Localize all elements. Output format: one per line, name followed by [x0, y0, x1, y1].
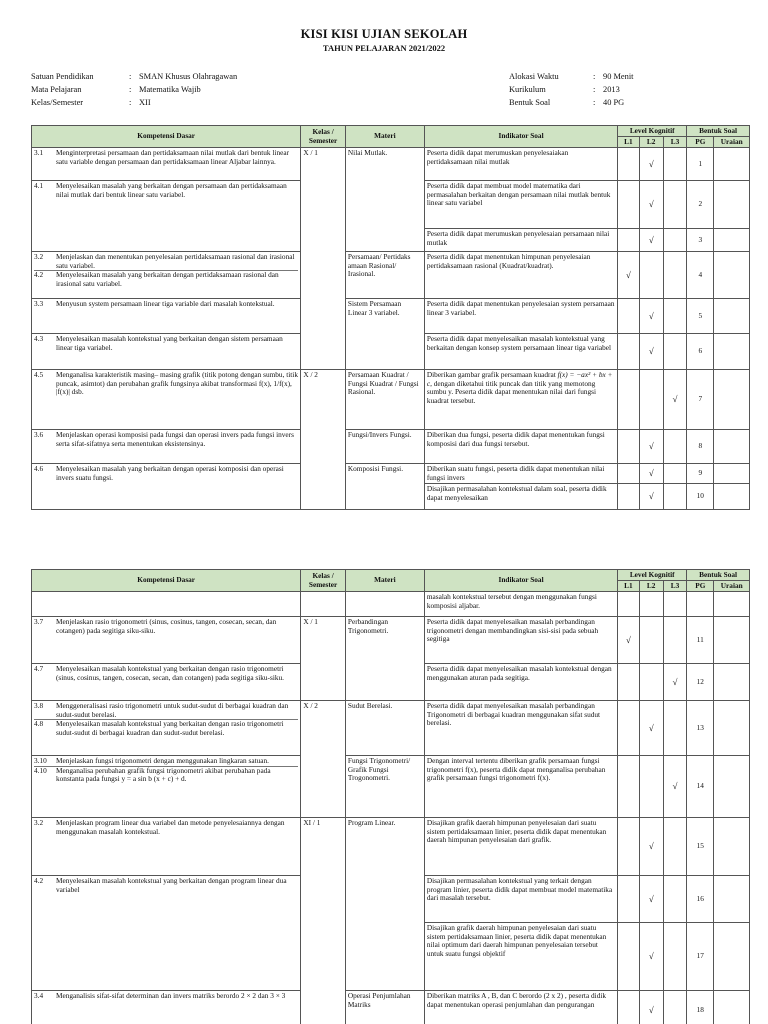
l1-cell [618, 229, 639, 252]
uraian-cell [714, 229, 750, 252]
kd-cell [32, 664, 301, 701]
question-number: 12 [687, 664, 714, 701]
indikator-cell: Disajikan grafik daerah himpunan penyelesaian dari suatu sistem pertidaksamaan linier, peserta didik dapat menentukan nilai optimum dari daerah himpunan penyelesaian tersebut untuk suatu fungsi objektif [424, 923, 617, 991]
kd-number: 3.2 [34, 818, 44, 827]
l2-check: √ [639, 148, 663, 181]
info-row [31, 70, 361, 83]
indikator-cell: Peserta didik dapat menentukan himpunan penyelesaian pertidaksamaan rasional (Kuadrat/kuadrat). [424, 252, 617, 299]
l3-cell [663, 334, 686, 370]
l2-check: √ [639, 229, 663, 252]
indikator-cell: Peserta didik dapat merumuskan penyelesaian persamaan nilai mutlak [424, 229, 617, 252]
header-pg: PG [687, 137, 714, 148]
question-number: 16 [687, 876, 714, 923]
l1-cell [618, 148, 639, 181]
indikator-cell [424, 370, 617, 430]
kd-text: Menyelesaikan masalah yang berkaitan dengan operasi komposisi dan operasi invers suatu fungsi. [56, 464, 284, 482]
header-kelas-semester: Kelas / Semester [301, 126, 346, 148]
l2-check: √ [639, 876, 663, 923]
kd-number: 3.8 [34, 701, 44, 710]
l2-check: √ [639, 484, 663, 510]
indikator-cell: Peserta didik dapat menyelesaikan masalah perbandingan trigonometri dengan membandingkan sisi-sisi pada sebuah segitiga [424, 617, 617, 664]
indikator-text: , dengan diketahui titik puncak dan titik yang memotong sumbu y. Peserta didik dapat menentukan nilai dari fungsi kuadrat tersebut. [426, 378, 597, 405]
indikator-text: Diberikan gambar grafik persamaan kuadrat [426, 370, 556, 379]
materi-cell: Perbandingan Trigonometri. [345, 617, 424, 701]
quadratic-formula: f(x) = −ax² + bx + c [426, 370, 613, 388]
kd-text: Menganalisis sifat-sifat determinan dan invers matriks berordo 2 × 2 dan 3 × 3 [56, 991, 286, 1000]
materi-cell: Persamaan/ Pertidaks amaan Rasional/ Irasional. [345, 252, 424, 299]
kd-cell [32, 592, 301, 617]
kd-text: Menjelaskan dan menentukan penyelesaian pertidaksamaan rasional dan irasional satu variabel. [56, 252, 295, 270]
header-indikator-soal: Indikator Soal [424, 570, 617, 592]
materi-cell: Operasi Penjumlahan Matriks [345, 991, 424, 1024]
l3-check: √ [663, 756, 686, 818]
info-right-block [509, 70, 709, 109]
uraian-cell [714, 664, 750, 701]
l3-cell [663, 464, 686, 484]
info-label: Bentuk Soal [509, 98, 551, 107]
question-number: 2 [687, 181, 714, 229]
l2-check: √ [639, 818, 663, 876]
l3-cell [663, 617, 686, 664]
info-label: Kurikulum [509, 85, 546, 94]
kd-number: 3.7 [34, 617, 44, 626]
kd-number: 4.5 [34, 370, 44, 379]
uraian-cell [714, 592, 750, 617]
kd-number: 3.6 [34, 430, 44, 439]
l1-cell [618, 991, 639, 1024]
kd-number: 4.2 [34, 270, 44, 280]
l2-cell [639, 756, 663, 818]
kd-text: Menyusun system persamaan linear tiga variable dari masalah kontekstual. [56, 299, 275, 308]
info-separator: : [129, 98, 132, 107]
materi-cell: Nilai Mutlak. [345, 148, 424, 252]
info-label: Satuan Pendidikan [31, 72, 94, 81]
info-label: Alokasi Waktu [509, 72, 559, 81]
l3-cell [663, 181, 686, 229]
header-l2: L2 [639, 137, 663, 148]
header-materi: Materi [345, 570, 424, 592]
materi-cell: Sudut Berelasi. [345, 701, 424, 756]
materi-cell: Komposisi Fungsi. [345, 464, 424, 510]
kd-text: Menganalisa perubahan grafik fungsi trigonometri akibat perubahan pada konstanta pada fungsi y = a sin b (x + c) + d. [56, 765, 271, 784]
kd-text: Menjelaskan fungsi trigonometri dengan menggunakan lingkaran satuan. [56, 756, 269, 765]
info-value: 2013 [603, 85, 620, 94]
l3-cell [663, 818, 686, 876]
materi-cell: Sistem Persamaan Linear 3 variabel. [345, 299, 424, 370]
l1-cell [618, 430, 639, 464]
kelas-cell: X / 2 [301, 701, 346, 818]
kisi-table-page-2 [31, 569, 750, 1024]
header-kompetensi-dasar: Kompetensi Dasar [32, 126, 301, 148]
materi-cell [345, 592, 424, 617]
l3-cell [663, 148, 686, 181]
kd-number: 4.3 [34, 334, 44, 343]
l2-cell [639, 664, 663, 701]
header-l2: L2 [639, 581, 663, 592]
materi-cell: Fungsi Trigonometri/ Grafik Fungsi Trogonometri. [345, 756, 424, 818]
l1-cell [618, 592, 639, 617]
l2-check: √ [639, 464, 663, 484]
question-number: 1 [687, 148, 714, 181]
header-bentuk-soal: Bentuk Soal [687, 126, 750, 137]
kd-text: Menyelesaikan masalah kontekstual yang berkaitan dengan rasio trigonometri sudut-sudut di berbagai kuadran dan sudut-sudut berelasi. [56, 719, 284, 737]
info-value: 90 Menit [603, 72, 634, 81]
l1-check: √ [618, 252, 639, 299]
kd-text: Menjelaskan operasi komposisi pada fungsi dan operasi invers pada fungsi invers serta sifat-sifatnya serta menentukan eksistensinya. [56, 430, 294, 448]
indikator-cell: Diberikan dua fungsi, peserta didik dapat menentukan fungsi komposisi dari dua fungsi tersebut. [424, 430, 617, 464]
l3-cell [663, 701, 686, 756]
kd-text: Menjelaskan program linear dua variabel dan metode penyelesaiannya dengan menggunakan masalah kontekstual. [56, 818, 285, 836]
kd-number: 4.10 [34, 765, 47, 775]
l3-cell [663, 876, 686, 923]
l1-check: √ [618, 617, 639, 664]
header-l1: L1 [618, 137, 639, 148]
header-l1: L1 [618, 581, 639, 592]
uraian-cell [714, 923, 750, 991]
l1-cell [618, 299, 639, 334]
question-number: 10 [687, 484, 714, 510]
l3-check: √ [663, 664, 686, 701]
l3-cell [663, 484, 686, 510]
uraian-cell [714, 181, 750, 229]
kd-item [34, 720, 298, 737]
uraian-cell [714, 430, 750, 464]
kd-text: Menyelesaikan masalah kontekstual yang berkaitan dengan sistem persamaan linear tiga variabel. [56, 334, 283, 352]
kd-cell [32, 818, 301, 876]
kd-text: Menginterpretasi persamaan dan pertidaksamaan nilai mutlak dari bentuk linear satu variable dengan persamaan dan pertidaksamaan linear Aljabar lainnya. [56, 148, 290, 166]
l2-check: √ [639, 991, 663, 1024]
info-row [509, 96, 709, 109]
materi-cell: Program Linear. [345, 818, 424, 991]
uraian-cell [714, 756, 750, 818]
kd-item [34, 271, 298, 288]
kd-text: Menjelaskan rasio trigonometri (sinus, cosinus, tangen, cosecan, secan, dan cotangen) pada segitiga siku-siku. [56, 617, 277, 635]
indikator-cell: Peserta didik dapat menyelesaikan masalah perbandingan Trigonometri di berbagai kuadran menggunakan sifat sudut berelasi. [424, 701, 617, 756]
header-bentuk-soal: Bentuk Soal [687, 570, 750, 581]
indikator-cell: Dengan interval tertentu diberikan grafik persamaan fungsi trigonometri f(x), peserta didik dapat menganalisa perubahan grafik persamaan fungsi trigonometri f(x). [424, 756, 617, 818]
l2-cell [639, 617, 663, 664]
kd-cell [32, 148, 301, 181]
info-value: XII [139, 98, 151, 107]
indikator-cell: Peserta didik dapat menyelesaikan masalah kontekstual dengan menggunakan aturan pada segitiga. [424, 664, 617, 701]
kd-number: 3.10 [34, 756, 47, 765]
kd-cell [32, 299, 301, 334]
info-separator: : [129, 85, 132, 94]
info-value: SMAN Khusus Olahragawan [139, 72, 238, 81]
indikator-cell: Diberikan suatu fungsi, peserta didik dapat menentukan nilai fungsi invers [424, 464, 617, 484]
kd-number: 3.3 [34, 299, 44, 308]
question-number: 3 [687, 229, 714, 252]
header-pg: PG [687, 581, 714, 592]
l3-cell [663, 923, 686, 991]
l1-cell [618, 701, 639, 756]
l1-cell [618, 818, 639, 876]
info-separator: : [593, 85, 596, 94]
kd-text: Menganalisa karakteristik masing– masing grafik (titik potong dengan sumbu, titik puncak, asimtot) dan perubahan grafik fungsinya akibat transformasi f(x), 1/f(x), |f(x)| dsb. [56, 370, 298, 397]
info-separator: : [129, 72, 132, 81]
info-row [509, 70, 709, 83]
kd-text: Menyelesaikan masalah yang berkaitan dengan persamaan dan pertidaksamaan nilai mutlak dari bentuk linear satu variabel. [56, 181, 287, 199]
kd-number: 3.2 [34, 252, 44, 261]
uraian-cell [714, 484, 750, 510]
l1-cell [618, 756, 639, 818]
l2-check: √ [639, 334, 663, 370]
header-level-kognitif: Level Kognitif [618, 570, 687, 581]
header-level-kognitif: Level Kognitif [618, 126, 687, 137]
kd-number: 4.7 [34, 664, 44, 673]
l3-check: √ [663, 370, 686, 430]
header-indikator-soal: Indikator Soal [424, 126, 617, 148]
uraian-cell [714, 370, 750, 430]
question-number: 7 [687, 370, 714, 430]
uraian-cell [714, 252, 750, 299]
info-value: 40 PG [603, 98, 625, 107]
question-number: 4 [687, 252, 714, 299]
l3-cell [663, 229, 686, 252]
l2-check: √ [639, 181, 663, 229]
header-l3: L3 [663, 137, 686, 148]
uraian-cell [714, 818, 750, 876]
l2-check: √ [639, 299, 663, 334]
question-number: 13 [687, 701, 714, 756]
kd-cell [32, 876, 301, 991]
kelas-cell: X / 2 [301, 370, 346, 510]
document-title: KISI KISI UJIAN SEKOLAH [300, 27, 468, 41]
info-left-block [31, 70, 361, 109]
indikator-cell: Peserta didik dapat membuat model matematika dari permasalahan berkaitan dengan persamaan nilai mutlak bentuk linear satu variabel [424, 181, 617, 229]
kd-item [34, 767, 298, 784]
kd-cell [32, 617, 301, 664]
header-kelas-semester: Kelas / Semester [301, 570, 346, 592]
document-subtitle: TAHUN PELAJARAN 2021/2022 [322, 43, 446, 53]
kd-cell [32, 991, 301, 1024]
kisi-table-page-1 [31, 125, 750, 510]
kd-text: Menyelesaikan masalah yang berkaitan dengan pertidaksamaan rasional dan irasional satu variabel. [56, 270, 279, 288]
indikator-cell: Peserta didik dapat merumuskan penyelesaiakan pertidaksamaan nilai mutlak [424, 148, 617, 181]
question-number: 9 [687, 464, 714, 484]
uraian-cell [714, 148, 750, 181]
header-kompetensi-dasar: Kompetensi Dasar [32, 570, 301, 592]
uraian-cell [714, 299, 750, 334]
kelas-cell: X / 1 [301, 148, 346, 370]
info-row [31, 96, 361, 109]
uraian-cell [714, 876, 750, 923]
l3-cell [663, 299, 686, 334]
kd-cell [32, 756, 301, 818]
question-number: 11 [687, 617, 714, 664]
indikator-cell: Peserta didik dapat menyelesaikan masalah kontekstual yang berkaitan dengan konsep system persamaan linear tiga variabel [424, 334, 617, 370]
l2-cell [639, 370, 663, 430]
kd-text: Menggeneralisasi rasio trigonometri untuk sudut-sudut di berbagai kuadran dan sudut-sudut berelasi. [56, 701, 289, 719]
info-row [31, 83, 361, 96]
l2-check: √ [639, 430, 663, 464]
l3-cell [663, 252, 686, 299]
materi-cell: Fungsi/Invers Fungsi. [345, 430, 424, 464]
kd-number: 4.2 [34, 876, 44, 885]
l1-cell [618, 181, 639, 229]
kd-cell [32, 464, 301, 510]
question-number: 18 [687, 991, 714, 1024]
indikator-cell: Peserta didik dapat menentukan penyelesaian system persamaan linear 3 variabel. [424, 299, 617, 334]
kd-cell [32, 334, 301, 370]
kd-text: Menyelesaikan masalah kontekstual yang berkaitan dengan rasio trigonometri (sinus, cosinus, tangen, cosecan, secan, dan cotangen) pada segitiga siku-siku. [56, 664, 284, 682]
l2-cell [639, 252, 663, 299]
indikator-cell: Disajikan permasalahan kontekstual yang terkait dengan program linier, peserta didik dapat membuat model matematika dari masalah tersebut. [424, 876, 617, 923]
header-materi: Materi [345, 126, 424, 148]
l2-check: √ [639, 923, 663, 991]
uraian-cell [714, 464, 750, 484]
kd-item [34, 253, 298, 271]
l1-cell [618, 370, 639, 430]
kd-cell [32, 252, 301, 299]
l1-cell [618, 923, 639, 991]
question-number: 8 [687, 430, 714, 464]
l3-cell [663, 991, 686, 1024]
info-value: Matematika Wajib [139, 85, 201, 94]
l3-cell [663, 430, 686, 464]
indikator-cell: Disajikan permasalahan kontekstual dalam soal, peserta didik dapat menyelesaikan [424, 484, 617, 510]
pg-cell [687, 592, 714, 617]
kd-cell [32, 181, 301, 252]
kelas-cell: X / 1 [301, 617, 346, 701]
header-l3: L3 [663, 581, 686, 592]
indikator-cell: Disajikan grafik daerah himpunan penyelesaian dari suatu sistem pertidaksamaan linier, peserta didik dapat menentukan daerah himpunan penyelesaian dari grafik. [424, 818, 617, 876]
kd-item [34, 702, 298, 720]
materi-cell: Persamaan Kuadrat / Fungsi Kuadrat / Fungsi Rasional. [345, 370, 424, 430]
uraian-cell [714, 991, 750, 1024]
l1-cell [618, 876, 639, 923]
info-label: Mata Pelajaran [31, 85, 82, 94]
indikator-cell: Diberikan matriks A , B, dan C berordo (2 x 2) , peserta didik dapat menentukan operasi penjumlahan dan pengurangan [424, 991, 617, 1024]
l1-cell [618, 664, 639, 701]
kd-number: 4.8 [34, 719, 44, 729]
info-separator: : [593, 72, 596, 81]
question-number: 17 [687, 923, 714, 991]
kd-cell [32, 370, 301, 430]
question-number: 15 [687, 818, 714, 876]
kelas-cell [301, 592, 346, 617]
header-uraian: Uraian [714, 581, 750, 592]
l3-cell [663, 592, 686, 617]
question-number: 14 [687, 756, 714, 818]
kd-text: Menyelesaikan masalah kontekstual yang berkaitan dengan program linear dua variabel [56, 876, 287, 894]
kd-cell [32, 701, 301, 756]
kd-number: 4.6 [34, 464, 44, 473]
question-number: 6 [687, 334, 714, 370]
info-separator: : [593, 98, 596, 107]
l2-cell [639, 592, 663, 617]
question-number: 5 [687, 299, 714, 334]
kd-cell [32, 430, 301, 464]
info-row [509, 83, 709, 96]
indikator-cell: masalah kontekstual tersebut dengan menggunakan fungsi komposisi aljabar. [424, 592, 617, 617]
uraian-cell [714, 334, 750, 370]
kd-number: 3.1 [34, 148, 44, 157]
info-label: Kelas/Semester [31, 98, 84, 107]
uraian-cell [714, 617, 750, 664]
l2-check: √ [639, 701, 663, 756]
kd-number: 3.4 [34, 991, 44, 1000]
header-uraian: Uraian [714, 137, 750, 148]
l1-cell [618, 484, 639, 510]
uraian-cell [714, 701, 750, 756]
l1-cell [618, 464, 639, 484]
kelas-cell: XI / 1 [301, 818, 346, 1024]
kd-number: 4.1 [34, 181, 44, 190]
l1-cell [618, 334, 639, 370]
